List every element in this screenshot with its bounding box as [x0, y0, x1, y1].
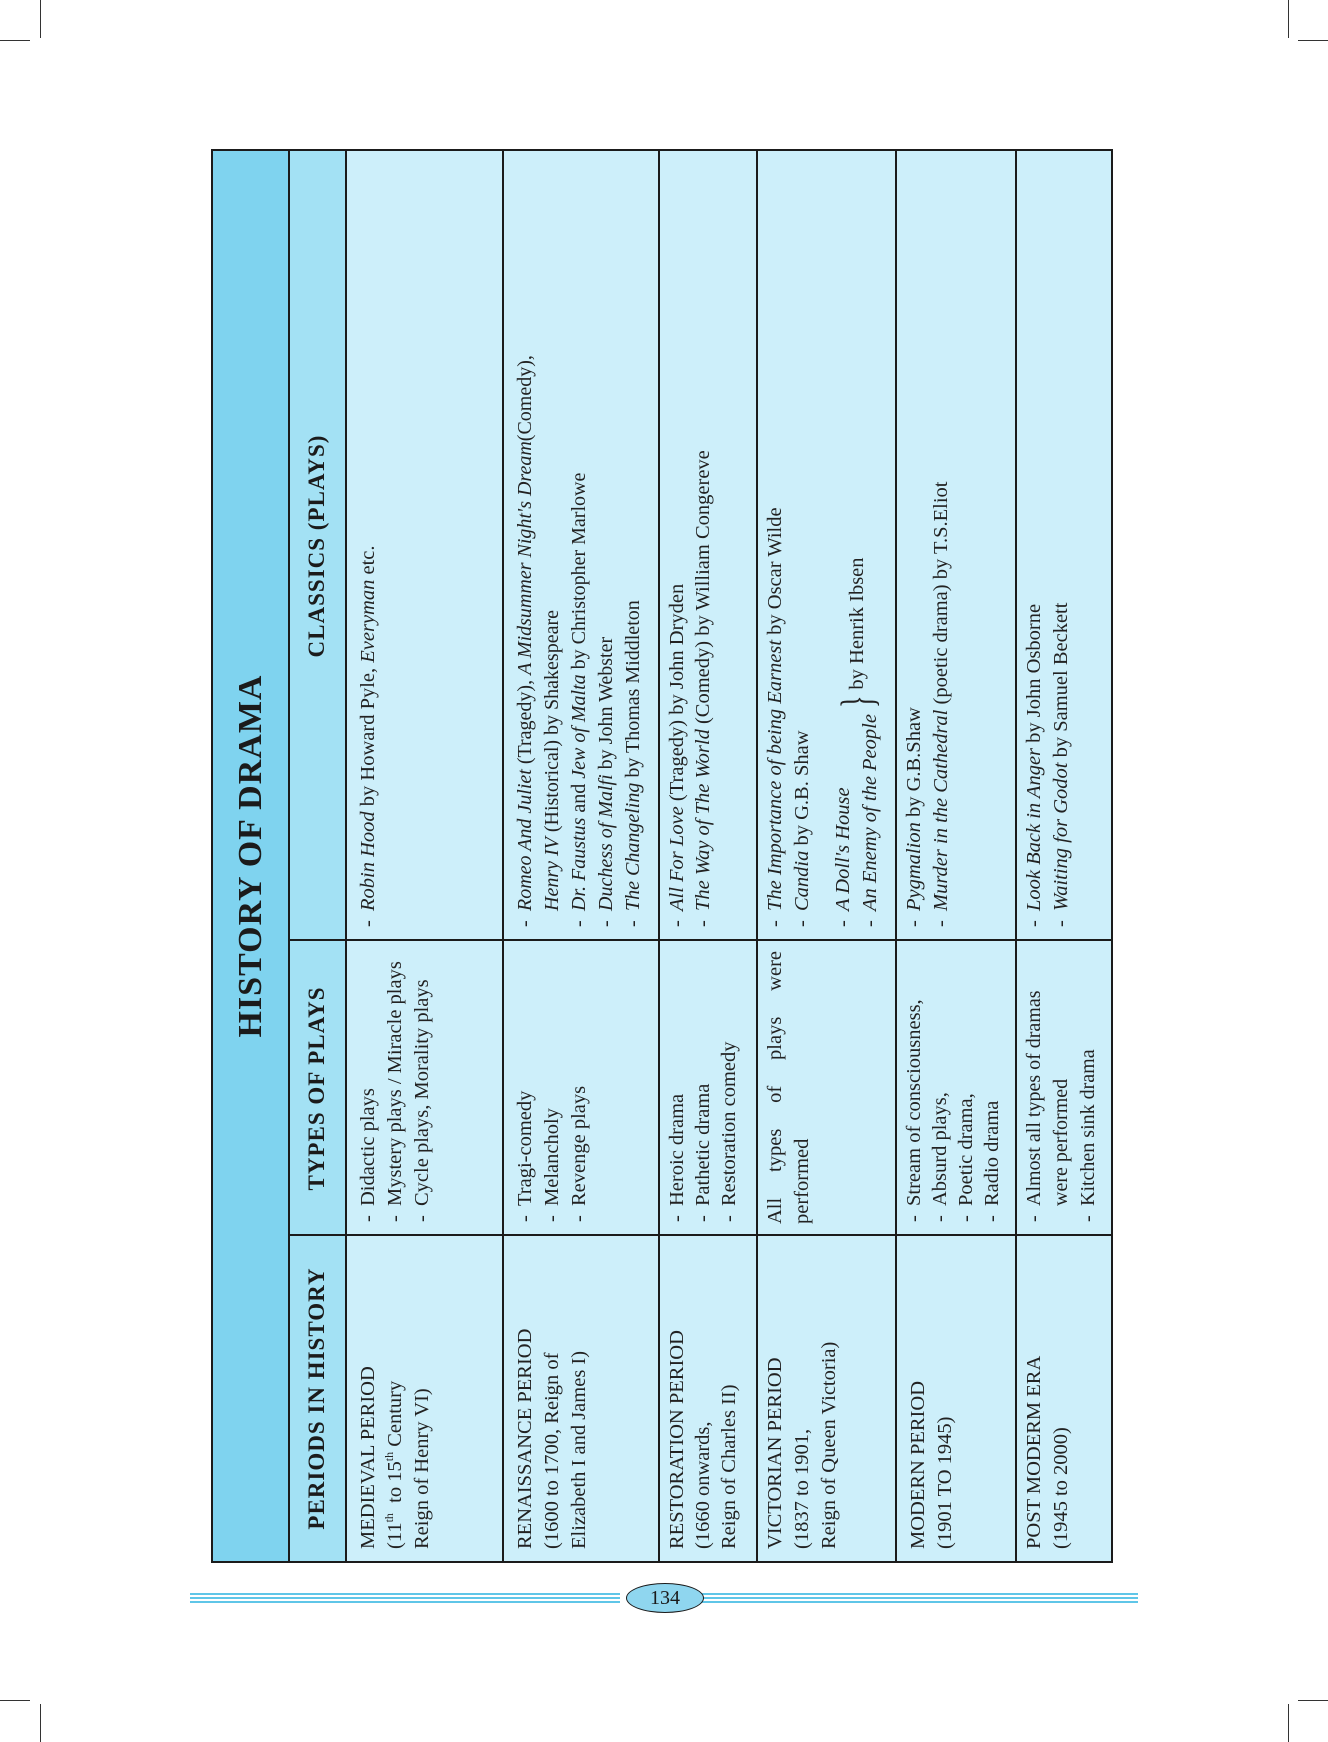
- type-item: - Radio drama: [979, 951, 1005, 1224]
- classics-cell: [658, 151, 716, 941]
- classic-item: - Romeo And Juliet (Tragedy), A Midsummer Night's Dream(Comedy),: [512, 155, 539, 929]
- ibsen-group: [830, 161, 884, 929]
- classic-item: - Candia by G.B. Shaw: [789, 161, 816, 929]
- type-item: - Didactic plays: [355, 951, 382, 1224]
- type-item: - Mystery plays / Miracle plays: [382, 951, 409, 1224]
- period-dates: (1837 to 1901,: [791, 1428, 813, 1549]
- page-number: 134: [650, 1586, 680, 1609]
- crop-mark: [1298, 40, 1328, 41]
- table-row-restoration: [658, 151, 756, 1561]
- footer-rule-right: [700, 1593, 1138, 1603]
- type-item: - Kitchen sink drama: [1075, 951, 1102, 1224]
- classic-item: - Dr. Faustus and Jew of Malta by Christopher Marlowe: [566, 155, 593, 929]
- classics-cell: [502, 151, 647, 941]
- period-cell: [756, 1236, 843, 1561]
- period-name: POST MODERM ERA: [1023, 1355, 1045, 1549]
- classics-cell: [756, 151, 884, 941]
- classic-item: - Robin Hood by Howard Pyle, Everyman etc.: [355, 161, 382, 929]
- type-item: - Stream of consciousness,: [901, 951, 927, 1224]
- crop-mark: [40, 1704, 41, 1742]
- classics-cell: [345, 151, 382, 941]
- crop-mark: [40, 0, 41, 38]
- table-row-victorian: [756, 151, 895, 1561]
- type-item: - Poetic drama,: [953, 951, 979, 1224]
- classic-item: - A Doll's House: [830, 714, 857, 929]
- period-name: RENAISSANCE PERIOD: [514, 1328, 536, 1549]
- period-name: MODERN PERIOD: [907, 1381, 929, 1549]
- period-cell: [502, 1236, 593, 1561]
- period-reign: Reign of Henry VI): [411, 1388, 433, 1549]
- types-cell: [895, 941, 1005, 1236]
- table-title: HISTORY OF DRAMA: [231, 674, 269, 1038]
- classic-item: - The Way of The World (Comedy) by William Congereve: [690, 161, 716, 929]
- type-item: - Pathetic drama: [690, 951, 716, 1224]
- type-item: - Revenge plays: [566, 951, 593, 1224]
- period-cell: [1015, 1236, 1075, 1561]
- classic-item: - The Changeling by Thomas Middleton: [620, 155, 647, 929]
- period-cell: [895, 1236, 959, 1561]
- table-header-row: [288, 151, 345, 1561]
- classic-item: - Look Back in Anger by John Osborne: [1021, 161, 1048, 929]
- crop-mark: [0, 40, 30, 41]
- header-types: TYPES OF PLAYS: [303, 986, 329, 1191]
- history-of-drama-table: [211, 149, 1113, 1563]
- types-cell: [658, 941, 742, 1236]
- period-name: MEDIEVAL PERIOD: [357, 1366, 379, 1549]
- period-name: VICTORIAN PERIOD: [764, 1357, 786, 1549]
- classic-item: - All For Love (Tragedy) by John Dryden: [664, 161, 690, 929]
- type-item: - Heroic drama: [664, 951, 690, 1224]
- table-title-bar: [213, 151, 288, 1561]
- header-periods: PERIODS IN HISTORY: [303, 1267, 329, 1530]
- period-reign: Elizabeth I and James I): [568, 1350, 590, 1549]
- crop-mark: [1288, 0, 1289, 38]
- type-item: - Restoration comedy: [716, 951, 742, 1224]
- type-item: - Tragi-comedy: [512, 951, 539, 1224]
- table-row-post-modern: [1015, 151, 1111, 1561]
- type-item: - Melancholy: [539, 951, 566, 1224]
- classic-item: - An Enemy of the People: [857, 714, 884, 929]
- types-cell: [1015, 941, 1102, 1236]
- period-dates: (11th to 15th Century: [382, 1380, 406, 1549]
- footer-rule-left: [190, 1593, 620, 1603]
- period-dates: (1901 TO 1945): [934, 1416, 956, 1549]
- period-dates: (1660 onwards,: [692, 1421, 714, 1549]
- table-row-modern: [895, 151, 1015, 1561]
- type-item: - Cycle plays, Morality plays: [409, 951, 436, 1224]
- period-cell: [345, 1236, 436, 1561]
- period-dates: (1945 to 2000): [1050, 1427, 1072, 1549]
- crop-mark: [1288, 1704, 1289, 1742]
- type-item: - Absurd plays,: [927, 951, 953, 1224]
- crop-mark: [0, 1700, 30, 1701]
- types-cell: [756, 941, 816, 1236]
- types-cell: [345, 941, 436, 1236]
- classic-author: by Henrik Ibsen: [845, 557, 868, 690]
- types-cell: [502, 941, 593, 1236]
- period-reign: Reign of Queen Victoria): [818, 1341, 840, 1549]
- rotated-table-content: [213, 151, 1111, 1561]
- ibsen-plays: [830, 714, 884, 929]
- classic-item: - Waiting for Godot by Samuel Beckett: [1048, 161, 1075, 929]
- type-item: All types of plays were performed: [764, 951, 813, 1224]
- classic-item: - Duchess of Malfi by John Webster: [593, 155, 620, 929]
- period-reign: Reign of Charles II): [718, 1384, 740, 1549]
- period-dates: (1600 to 1700, Reign of: [541, 1352, 563, 1549]
- period-name: RESTORATION PERIOD: [666, 1330, 688, 1549]
- crop-mark: [1298, 1700, 1328, 1701]
- period-cell: [658, 1236, 742, 1561]
- classic-item: - Pygmalion by G.B.Shaw: [901, 161, 928, 929]
- classic-item: - Murder in the Cathedral (poetic drama) by T.S.Eliot: [928, 161, 955, 929]
- type-item: - Almost all types of dramas were performed: [1021, 951, 1075, 1224]
- classic-item: - The Importance of being Earnest by Oscar Wilde: [762, 161, 789, 929]
- classics-cell: [895, 151, 955, 941]
- header-classics: CLASSICS (PLAYS): [303, 434, 329, 658]
- page-number-badge: [626, 1583, 704, 1613]
- brace-glyph: }: [830, 695, 884, 709]
- classic-item: Henry IV (Historical) by Shakespeare: [541, 610, 563, 911]
- grid-line: [288, 151, 290, 1561]
- classics-cell: [1015, 151, 1075, 941]
- table-row-medieval: [345, 151, 502, 1561]
- table-row-renaissance: [502, 151, 658, 1561]
